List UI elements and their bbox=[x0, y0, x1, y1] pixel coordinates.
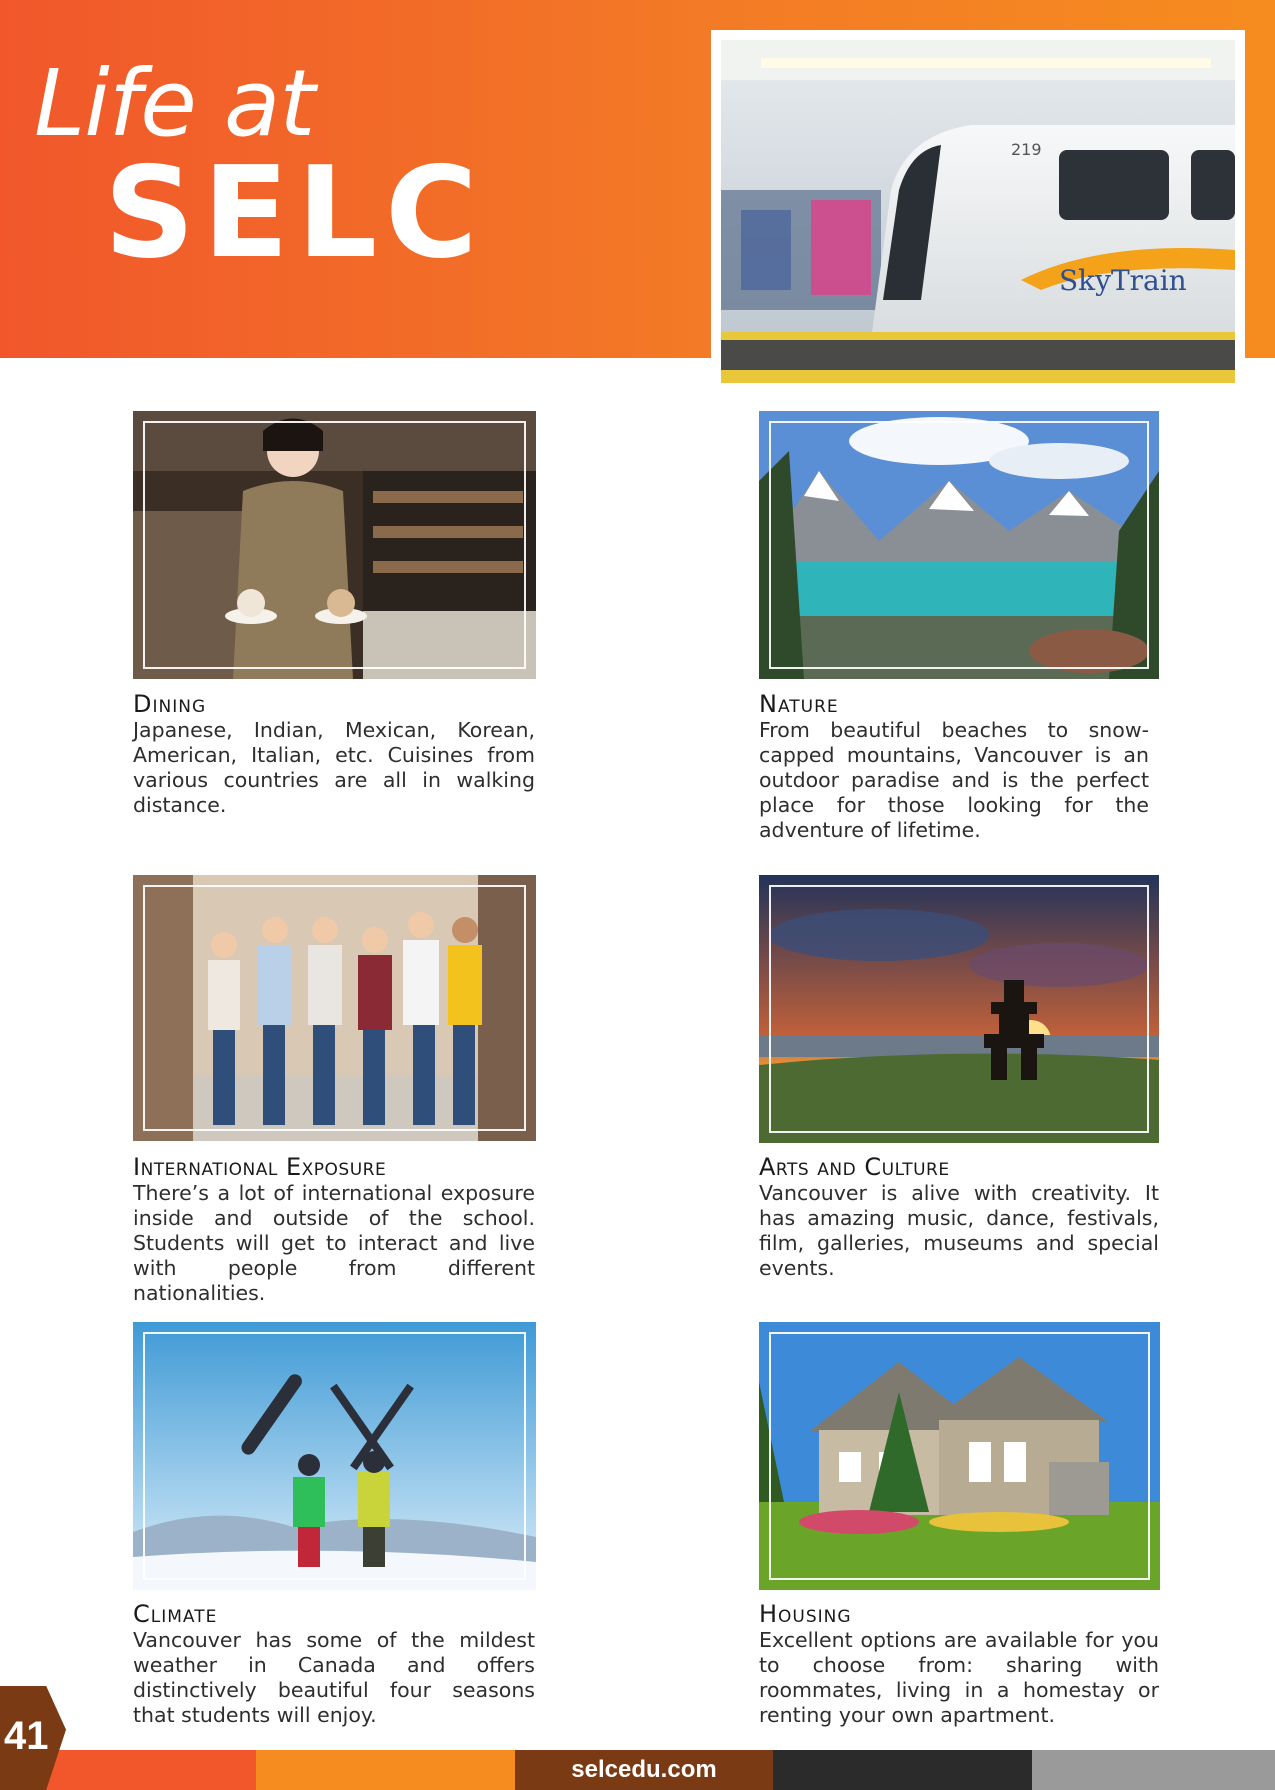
climate-heading: Climate bbox=[133, 1600, 218, 1628]
inukshuk-illustration bbox=[759, 875, 1159, 1143]
housing-heading: Housing bbox=[759, 1600, 852, 1628]
website-link[interactable]: selcedu.com bbox=[571, 1756, 717, 1783]
international-exposure-description: There’s a lot of international exposure inside and outside of the school. Students will get to interact and live with people from different nationalities. bbox=[133, 1181, 535, 1305]
housing-description: Excellent options are available for you to choose from: sharing with roommates, living in a homestay or renting your own apartment. bbox=[759, 1628, 1159, 1727]
mountain-lake-photo bbox=[759, 411, 1159, 679]
skiers-snow-photo bbox=[133, 1322, 536, 1590]
mountain-lake-illustration bbox=[759, 411, 1159, 679]
footer-segment-amber bbox=[256, 1750, 515, 1790]
svg-text:SkyTrain: SkyTrain bbox=[1059, 264, 1187, 297]
students-illustration bbox=[133, 875, 536, 1141]
page-number: 41 bbox=[4, 1714, 49, 1758]
page-title-line1: Life at bbox=[34, 50, 315, 157]
dining-heading: Dining bbox=[133, 690, 207, 718]
cafe-illustration bbox=[133, 411, 536, 679]
suburban-house-photo bbox=[759, 1322, 1160, 1590]
footer-segment-dark bbox=[773, 1750, 1032, 1790]
arts-culture-heading: Arts and Culture bbox=[759, 1153, 950, 1181]
svg-text:219: 219 bbox=[1011, 140, 1042, 159]
barista-cafe-photo bbox=[133, 411, 536, 679]
nature-heading: Nature bbox=[759, 690, 839, 718]
page-title-line2: SELC bbox=[104, 139, 486, 286]
students-walking-photo bbox=[133, 875, 536, 1141]
climate-description: Vancouver has some of the mildest weather in Canada and offers distinctively beautiful four seasons that students will enjoy. bbox=[133, 1628, 535, 1727]
arts-culture-description: Vancouver is alive with creativity. It has amazing music, dance, festivals, film, galleries, museums and special events. bbox=[759, 1181, 1159, 1280]
skytrain-photo bbox=[721, 40, 1235, 383]
hero-image-frame bbox=[711, 30, 1245, 389]
skytrain-illustration bbox=[721, 40, 1235, 383]
dining-description: Japanese, Indian, Mexican, Korean, American, Italian, etc. Cuisines from various countries are all in walking distance. bbox=[133, 718, 535, 817]
footer-segment-gray bbox=[1032, 1750, 1275, 1790]
inukshuk-sunset-photo bbox=[759, 875, 1159, 1143]
nature-description: From beautiful beaches to snow-capped mountains, Vancouver is an outdoor paradise and is the perfect place for those looking for the adventure of lifetime. bbox=[759, 718, 1149, 842]
house-illustration bbox=[759, 1322, 1160, 1590]
skiers-illustration bbox=[133, 1322, 536, 1590]
international-exposure-heading: International Exposure bbox=[133, 1153, 387, 1181]
